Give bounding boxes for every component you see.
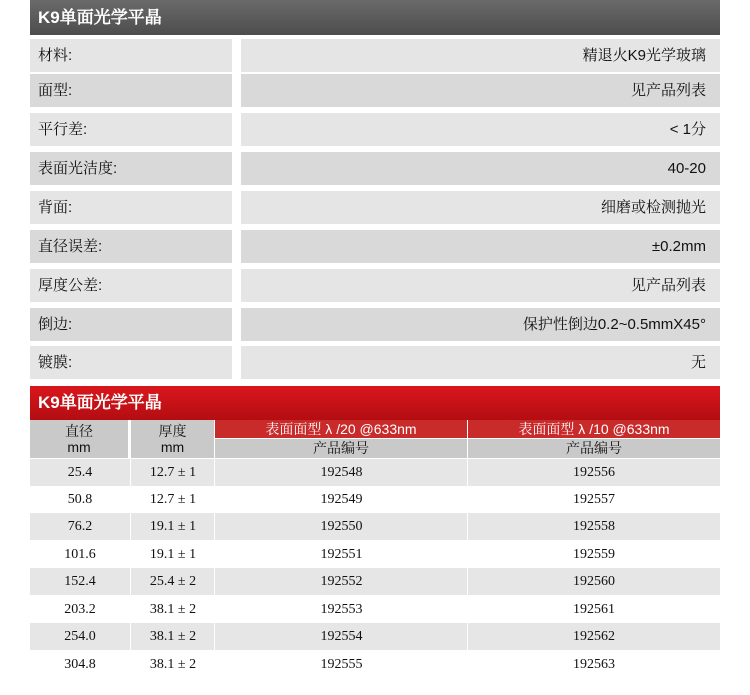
table-row bbox=[30, 596, 720, 623]
cell-thickness: 12.7 ± 1 bbox=[149, 465, 197, 480]
col-header-thickness bbox=[131, 420, 214, 458]
spec-section-title: K9单面光学平晶 bbox=[30, 0, 720, 35]
spec-row-coating bbox=[30, 346, 720, 379]
cell-diameter: 25.4 bbox=[67, 465, 93, 480]
spec-value: < 1分 bbox=[241, 113, 720, 146]
column-divider bbox=[214, 420, 215, 695]
column-divider bbox=[130, 420, 131, 695]
spec-value: 细磨或检测抛光 bbox=[241, 191, 720, 224]
cell-diameter: 254.0 bbox=[64, 629, 96, 644]
spec-row-parallelism bbox=[30, 113, 720, 146]
spec-row-diameter-tolerance bbox=[30, 230, 720, 263]
spec-row-back-surface bbox=[30, 191, 720, 224]
cell-thickness: 25.4 ± 2 bbox=[149, 574, 197, 589]
cell-thickness: 19.1 ± 1 bbox=[149, 547, 197, 562]
cell-diameter: 50.8 bbox=[67, 492, 93, 507]
spec-row-bevel bbox=[30, 308, 720, 341]
spec-value: 见产品列表 bbox=[241, 269, 720, 302]
col-header-lambda20: 表面面型 λ /20 @633nm bbox=[215, 420, 467, 438]
col-header-label: 直径 bbox=[65, 423, 93, 439]
col-header-label: 厚度 bbox=[158, 423, 187, 439]
cell-diameter: 203.2 bbox=[64, 602, 96, 617]
cell-code-lambda20: 192552 bbox=[320, 574, 363, 589]
cell-code-lambda20: 192554 bbox=[320, 629, 363, 644]
cell-code-lambda20: 192549 bbox=[320, 492, 363, 507]
cell-thickness: 38.1 ± 2 bbox=[149, 602, 197, 617]
table-row bbox=[30, 459, 720, 486]
cell-code-lambda10: 192562 bbox=[573, 629, 615, 644]
cell-code-lambda10: 192557 bbox=[573, 492, 615, 507]
col-header-diameter bbox=[30, 420, 128, 458]
spec-label: 平行差: bbox=[30, 113, 232, 146]
cell-code-lambda10: 192563 bbox=[573, 657, 615, 672]
cell-thickness: 12.7 ± 1 bbox=[149, 492, 197, 507]
cell-code-lambda10: 192560 bbox=[573, 574, 615, 589]
spec-row-thickness-tolerance bbox=[30, 269, 720, 302]
cell-thickness: 19.1 ± 1 bbox=[149, 519, 197, 534]
cell-diameter: 304.8 bbox=[64, 657, 96, 672]
cell-thickness: 38.1 ± 2 bbox=[149, 629, 197, 644]
table-row bbox=[30, 651, 720, 678]
cell-code-lambda20: 192548 bbox=[320, 465, 363, 480]
spec-label: 面型: bbox=[30, 74, 232, 107]
spec-row-surface-figure bbox=[30, 74, 720, 107]
col-header-lambda10: 表面面型 λ /10 @633nm bbox=[468, 420, 720, 438]
spec-label: 镀膜: bbox=[30, 346, 232, 379]
cell-diameter: 101.6 bbox=[64, 547, 96, 562]
table-row bbox=[30, 568, 720, 595]
col-header-unit: mm bbox=[160, 439, 185, 455]
spec-label: 直径误差: bbox=[30, 230, 232, 263]
spec-label: 厚度公差: bbox=[30, 269, 232, 302]
table-row bbox=[30, 541, 720, 568]
spec-label: 倒边: bbox=[30, 308, 232, 341]
spec-value: 无 bbox=[241, 346, 720, 379]
spec-row-surface-quality bbox=[30, 152, 720, 185]
cell-code-lambda20: 192550 bbox=[320, 519, 363, 534]
cell-code-lambda10: 192556 bbox=[573, 465, 615, 480]
table-row bbox=[30, 513, 720, 540]
cell-thickness: 38.1 ± 2 bbox=[149, 657, 197, 672]
cell-code-lambda20: 192555 bbox=[320, 657, 363, 672]
col-header-unit: mm bbox=[67, 439, 91, 455]
table-row bbox=[30, 623, 720, 650]
cell-code-lambda20: 192551 bbox=[320, 547, 363, 562]
product-table-title: K9单面光学平晶 bbox=[30, 386, 720, 420]
spec-value: 保护性倒边0.2~0.5mmX45° bbox=[241, 308, 720, 341]
col-header-lambda20-code: 产品编号 bbox=[215, 439, 467, 458]
spec-label: 背面: bbox=[30, 191, 232, 224]
cell-code-lambda20: 192553 bbox=[320, 602, 363, 617]
cell-diameter: 152.4 bbox=[64, 574, 96, 589]
spec-value: 40-20 bbox=[241, 152, 720, 185]
cell-code-lambda10: 192558 bbox=[573, 519, 615, 534]
spec-label: 表面光洁度: bbox=[30, 152, 232, 185]
column-divider bbox=[467, 420, 468, 695]
spec-row-material bbox=[30, 39, 720, 72]
spec-value: 见产品列表 bbox=[241, 74, 720, 107]
cell-diameter: 76.2 bbox=[67, 519, 93, 534]
cell-code-lambda10: 192561 bbox=[573, 602, 615, 617]
col-header-lambda10-code: 产品编号 bbox=[468, 439, 720, 458]
cell-code-lambda10: 192559 bbox=[573, 547, 615, 562]
table-row bbox=[30, 486, 720, 513]
spec-label: 材料: bbox=[30, 39, 232, 72]
spec-value: ±0.2mm bbox=[241, 230, 720, 263]
spec-value: 精退火K9光学玻璃 bbox=[241, 39, 720, 72]
